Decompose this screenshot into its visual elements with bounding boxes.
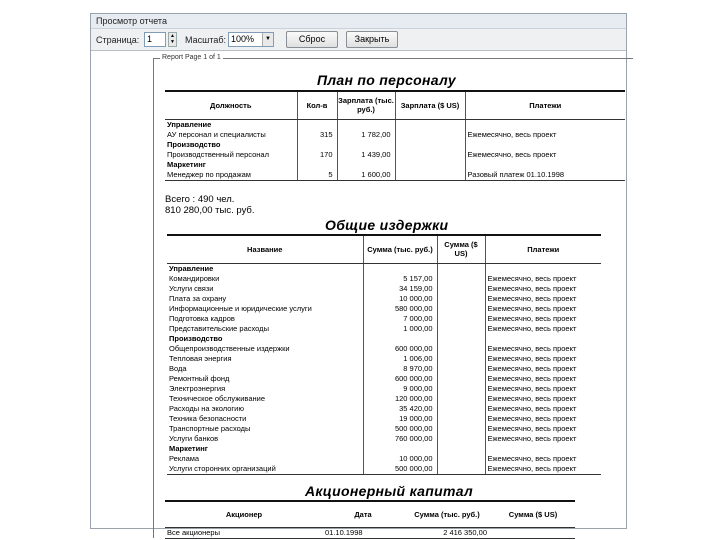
rub-cell: 10 000,00 — [363, 454, 437, 464]
category-label: Маркетинг — [167, 159, 206, 169]
page-label: Страница: — [96, 35, 140, 45]
payment-cell: Ежемесячно, весь проект — [465, 130, 625, 140]
equity-table — [165, 500, 575, 539]
payment-cell: Ежемесячно, весь проект — [485, 394, 601, 404]
table-row — [167, 344, 601, 354]
table-row — [165, 130, 625, 140]
table-row — [167, 434, 601, 444]
expense-name-cell: Реклама — [169, 453, 200, 463]
payment-cell: Ежемесячно, весь проект — [485, 324, 601, 334]
usd-cell — [437, 314, 485, 324]
rub-cell: 9 000,00 — [363, 384, 437, 394]
table-row — [167, 404, 601, 414]
position-cell: АУ персонал и специалисты — [167, 129, 266, 139]
col-exp-name: Название — [167, 235, 363, 263]
payment-cell — [465, 160, 625, 170]
rub-cell — [337, 119, 395, 130]
position-cell: Производственный персонал — [167, 149, 269, 159]
usd-cell — [395, 170, 465, 181]
category-label: Управление — [167, 119, 212, 129]
rub-cell — [337, 140, 395, 150]
qty-cell: 170 — [297, 150, 337, 160]
table-row — [167, 274, 601, 284]
col-exp-payments: Платежи — [485, 235, 601, 263]
rub-cell: 5 157,00 — [363, 274, 437, 284]
expense-name-cell: Техническое обслуживание — [169, 393, 265, 403]
category-row — [167, 334, 601, 344]
expense-name-cell: Ремонтный фонд — [169, 373, 230, 383]
payment-cell: Ежемесячно, весь проект — [485, 304, 601, 314]
table-row — [167, 454, 601, 464]
expense-name-cell: Подготовка кадров — [169, 313, 235, 323]
payment-cell: Разовый платеж 01.10.1998 — [465, 170, 625, 181]
page-spinner[interactable]: ▲ ▼ — [168, 32, 177, 47]
payment-cell: Ежемесячно, весь проект — [485, 374, 601, 384]
payment-cell — [485, 334, 601, 344]
category-label: Управление — [169, 263, 214, 273]
col-salary-usd: Зарплата ($ US) — [395, 91, 465, 119]
payment-cell — [465, 119, 625, 130]
col-eq-sum-rub: Сумма (тыс. руб.) — [403, 501, 491, 527]
qty-cell: 5 — [297, 170, 337, 181]
table-row — [167, 304, 601, 314]
usd-cell — [437, 354, 485, 364]
expense-name-cell: Услуги связи — [169, 283, 214, 293]
usd-cell — [437, 284, 485, 294]
rub-cell: 500 000,00 — [363, 464, 437, 475]
usd-cell — [437, 444, 485, 454]
report-page-label: Report Page 1 of 1 — [162, 54, 221, 61]
col-position: Должность — [165, 91, 297, 119]
table-row — [167, 384, 601, 394]
equity-title: Акционерный капитал — [305, 483, 473, 499]
table-row — [165, 527, 575, 538]
usd-cell — [491, 527, 575, 538]
usd-cell — [437, 374, 485, 384]
col-date: Дата — [323, 501, 403, 527]
rub-cell: 120 000,00 — [363, 394, 437, 404]
payment-cell: Ежемесячно, весь проект — [485, 344, 601, 354]
table-row — [167, 314, 601, 324]
reset-button[interactable]: Сброс — [286, 31, 338, 48]
payment-cell: Ежемесячно, весь проект — [485, 274, 601, 284]
report-canvas — [91, 52, 626, 537]
col-eq-sum-usd: Сумма ($ US) — [491, 501, 575, 527]
col-exp-sum-rub: Сумма (тыс. руб.) — [363, 235, 437, 263]
expense-name-cell: Общепроизводственные издержки — [169, 343, 290, 353]
expense-name-cell: Расходы на экологию — [169, 403, 244, 413]
payment-cell: Ежемесячно, весь проект — [485, 384, 601, 394]
usd-cell — [437, 434, 485, 444]
position-cell: Менеджер по продажам — [165, 170, 297, 181]
payment-cell: Ежемесячно, весь проект — [485, 434, 601, 444]
expense-name-cell: Транспортные расходы — [169, 423, 251, 433]
rub-cell — [363, 444, 437, 454]
rub-cell: 600 000,00 — [363, 344, 437, 354]
usd-cell — [437, 364, 485, 374]
rub-cell: 10 000,00 — [363, 294, 437, 304]
close-button[interactable]: Закрыть — [346, 31, 398, 48]
rub-cell — [363, 334, 437, 344]
category-label: Маркетинг — [169, 443, 208, 453]
col-holder: Акционер — [165, 501, 323, 527]
col-salary-rub: Зарплата (тыс. руб.) — [337, 91, 395, 119]
payment-cell: Ежемесячно, весь проект — [485, 424, 601, 434]
rub-cell: 19 000,00 — [363, 414, 437, 424]
expenses-title: Общие издержки — [325, 217, 449, 233]
zoom-label: Масштаб: — [185, 35, 227, 45]
usd-cell — [437, 394, 485, 404]
payment-cell: Ежемесячно, весь проект — [485, 354, 601, 364]
zoom-select[interactable] — [228, 32, 274, 47]
usd-cell — [437, 424, 485, 434]
rub-cell: 1 439,00 — [337, 150, 395, 160]
expense-name-cell: Вода — [169, 363, 187, 373]
table-row — [167, 294, 601, 304]
expense-name-cell: Услуги сторонних организаций — [167, 464, 363, 475]
rub-cell: 1 000,00 — [363, 324, 437, 334]
table-row — [165, 170, 625, 181]
usd-cell — [395, 140, 465, 150]
col-exp-sum-usd: Сумма ($ US) — [437, 235, 485, 263]
category-row — [165, 119, 625, 130]
qty-cell — [297, 140, 337, 150]
usd-cell — [395, 160, 465, 170]
window-title: Просмотр отчета — [91, 14, 626, 29]
staff-total-count: Всего : 490 чел. — [165, 194, 235, 205]
expense-name-cell: Представительские расходы — [169, 323, 269, 333]
payment-cell — [485, 263, 601, 274]
payment-cell: Ежемесячно, весь проект — [485, 454, 601, 464]
col-qty: Кол-в — [297, 91, 337, 119]
payment-cell: Ежемесячно, весь проект — [485, 464, 601, 475]
qty-cell — [297, 119, 337, 130]
page-number-input[interactable]: 1 — [144, 32, 166, 47]
usd-cell — [437, 274, 485, 284]
usd-cell — [437, 464, 485, 475]
rub-cell: 1 600,00 — [337, 170, 395, 181]
rub-cell: 1 006,00 — [363, 354, 437, 364]
category-row — [165, 140, 625, 150]
payment-cell: Ежемесячно, весь проект — [485, 364, 601, 374]
payment-cell: Ежемесячно, весь проект — [485, 294, 601, 304]
usd-cell — [437, 324, 485, 334]
chevron-down-icon[interactable]: ▼ — [262, 33, 273, 46]
rub-cell: 2 416 350,00 — [403, 527, 491, 538]
expense-name-cell: Электроэнергия — [169, 383, 226, 393]
rub-cell: 760 000,00 — [363, 434, 437, 444]
usd-cell — [395, 150, 465, 160]
expense-name-cell: Услуги банков — [169, 433, 219, 443]
usd-cell — [437, 304, 485, 314]
payment-cell — [485, 444, 601, 454]
expense-name-cell: Командировки — [169, 273, 220, 283]
expense-name-cell: Техника безопасности — [169, 413, 247, 423]
staff-plan-table — [165, 90, 625, 181]
expense-name-cell: Плата за охрану — [169, 293, 227, 303]
table-row — [165, 150, 625, 160]
toolbar — [91, 29, 626, 51]
usd-cell — [395, 130, 465, 140]
rub-cell: 580 000,00 — [363, 304, 437, 314]
holder-cell: Все акционеры — [165, 527, 323, 538]
report-preview-window — [90, 13, 627, 537]
table-row — [167, 424, 601, 434]
payment-cell: Ежемесячно, весь проект — [485, 414, 601, 424]
payment-cell: Ежемесячно, весь проект — [485, 404, 601, 414]
staff-total-sum: 810 280,00 тыс. руб. — [165, 205, 255, 216]
rub-cell: 34 159,00 — [363, 284, 437, 294]
table-row — [167, 284, 601, 294]
rub-cell: 35 420,00 — [363, 404, 437, 414]
expense-name-cell: Информационные и юридические услуги — [169, 303, 312, 313]
staff-plan-title: План по персоналу — [317, 72, 456, 88]
table-row — [167, 394, 601, 404]
rub-cell — [363, 263, 437, 274]
table-row — [167, 324, 601, 334]
date-cell: 01.10.1998 — [323, 527, 403, 538]
payment-cell: Ежемесячно, весь проект — [485, 314, 601, 324]
expenses-table — [167, 234, 601, 475]
qty-cell: 315 — [297, 130, 337, 140]
table-row — [167, 464, 601, 475]
expense-name-cell: Тепловая энергия — [169, 353, 232, 363]
rub-cell — [337, 160, 395, 170]
table-row — [167, 364, 601, 374]
category-row — [167, 444, 601, 454]
category-label: Производство — [167, 139, 221, 149]
rub-cell: 8 970,00 — [363, 364, 437, 374]
category-row — [165, 160, 625, 170]
category-label: Производство — [169, 333, 223, 343]
usd-cell — [437, 454, 485, 464]
table-row — [167, 374, 601, 384]
usd-cell — [437, 404, 485, 414]
usd-cell — [437, 344, 485, 354]
table-row — [167, 414, 601, 424]
usd-cell — [437, 414, 485, 424]
rub-cell: 600 000,00 — [363, 374, 437, 384]
table-row — [167, 354, 601, 364]
category-row — [167, 263, 601, 274]
payment-cell: Ежемесячно, весь проект — [485, 284, 601, 294]
col-payments: Платежи — [465, 91, 625, 119]
rub-cell: 7 000,00 — [363, 314, 437, 324]
usd-cell — [437, 334, 485, 344]
qty-cell — [297, 160, 337, 170]
usd-cell — [437, 263, 485, 274]
rub-cell: 500 000,00 — [363, 424, 437, 434]
rub-cell: 1 782,00 — [337, 130, 395, 140]
usd-cell — [437, 384, 485, 394]
usd-cell — [395, 119, 465, 130]
usd-cell — [437, 294, 485, 304]
payment-cell: Ежемесячно, весь проект — [465, 150, 625, 160]
zoom-value: 100% — [231, 34, 255, 44]
payment-cell — [465, 140, 625, 150]
